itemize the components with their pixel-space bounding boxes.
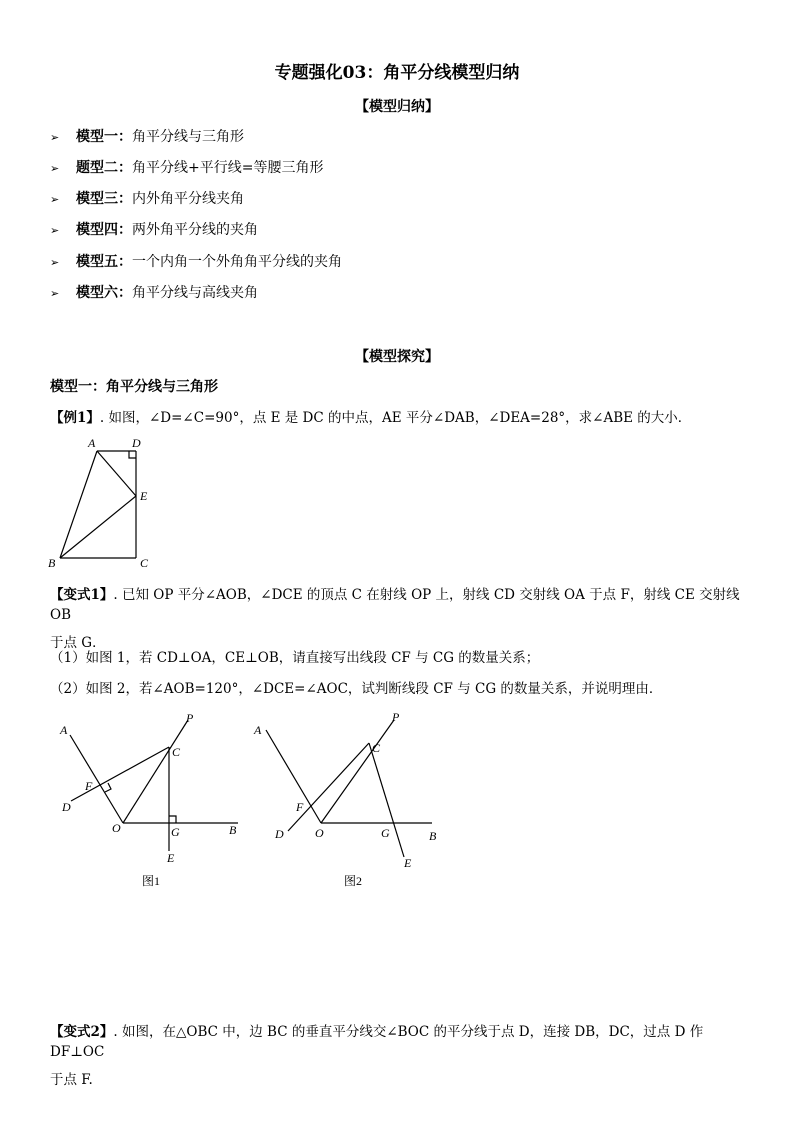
variant2-label: 【变式2】 (50, 1024, 114, 1040)
svg-text:A: A (60, 723, 68, 737)
figure2-caption: 图2 (344, 874, 363, 888)
label-B: B (48, 556, 56, 570)
label-E: E (140, 489, 148, 503)
model-name: 模型五： (76, 254, 132, 270)
svg-text:G: G (171, 825, 180, 839)
arrow-bullet-icon: ➢ (50, 287, 60, 300)
model-text: 两外角平分线的夹角 (132, 222, 258, 238)
page-title: 专题强化03：角平分线模型归纳 (274, 63, 520, 83)
variant1-figure1 (50, 705, 260, 895)
svg-text:O: O (315, 826, 324, 840)
svg-text:O: O (112, 821, 121, 835)
svg-text:C: C (372, 741, 381, 755)
svg-text:G: G (381, 826, 390, 840)
svg-text:P: P (392, 710, 400, 724)
svg-text:A: A (254, 723, 262, 737)
model-list-item (50, 127, 244, 147)
arrow-bullet-icon: ➢ (50, 256, 60, 269)
variant1-text: 【变式1】. 已知 OP 平分∠AOB，∠DCE 的顶点 C 在射线 OP 上，射线 CD 交射线 OA 于点 F，射线 CE 交射线 OB 于点 G． (50, 587, 740, 651)
model-text: 角平分线与三角形 (132, 129, 244, 145)
arrow-bullet-icon: ➢ (50, 131, 60, 144)
section-heading-explore: 【模型探究】 (355, 349, 439, 365)
variant1-label: 【变式1】 (50, 587, 114, 603)
example1-text (50, 408, 750, 428)
model-name: 模型六： (76, 285, 132, 301)
model-list-item (50, 189, 244, 209)
arrow-bullet-icon: ➢ (50, 162, 60, 175)
svg-text:B: B (429, 829, 437, 843)
arrow-bullet-icon: ➢ (50, 193, 60, 206)
variant2-text: 【变式2】. 如图，在△OBC 中，边 BC 的垂直平分线交∠BOC 的平分线于点 D，连接 DB，DC，过点 D 作 DF⊥OC 于点 F. (50, 1024, 704, 1088)
arrow-bullet-icon: ➢ (50, 224, 60, 237)
svg-text:D: D (275, 827, 284, 841)
svg-text:B: B (229, 823, 237, 837)
example1-figure (40, 432, 170, 572)
example1-body: . 如图，∠D=∠C=90°，点 E 是 DC 的中点，AE 平分∠DAB，∠DEA=28°，求∠ABE 的大小． (99, 410, 692, 426)
example1-label: 【例1】 (50, 410, 100, 426)
svg-text:F: F (85, 779, 93, 793)
model-text: 角平分线+平行线=等腰三角形 (132, 160, 324, 176)
label-A: A (88, 436, 96, 450)
model-name: 模型三： (76, 191, 132, 207)
model-list-item (50, 158, 323, 178)
svg-text:D: D (62, 800, 71, 814)
label-C: C (140, 556, 149, 570)
label-D: D (132, 436, 141, 450)
model-text: 内外角平分线夹角 (132, 191, 244, 207)
variant1-q2: （2）如图 2，若∠AOB=120°，∠DCE=∠AOC，试判断线段 CF 与 CG 的数量关系，并说明理由． (50, 681, 663, 697)
svg-text:E: E (167, 851, 175, 865)
section-heading-summary: 【模型归纳】 (355, 99, 439, 115)
variant1-q1: （1）如图 1，若 CD⊥OA，CE⊥OB，请直接写出线段 CF 与 CG 的数量关系； (50, 650, 540, 666)
svg-text:E: E (404, 856, 412, 870)
model-text: 一个内角一个外角角平分线的夹角 (132, 254, 342, 270)
model-text: 角平分线与高线夹角 (132, 285, 258, 301)
model-list-item (50, 220, 258, 240)
svg-text:C: C (172, 745, 181, 759)
model-name: 模型四： (76, 222, 132, 238)
model-list-item (50, 283, 258, 303)
figure1-caption: 图1 (142, 874, 161, 888)
variant1-figure2 (248, 705, 458, 895)
model-list-item (50, 252, 342, 272)
svg-text:F: F (296, 800, 304, 814)
model1-title: 模型一：角平分线与三角形 (50, 379, 218, 395)
svg-text:P: P (186, 711, 194, 725)
model-name: 模型一： (76, 129, 132, 145)
model-name: 题型二： (76, 160, 132, 176)
